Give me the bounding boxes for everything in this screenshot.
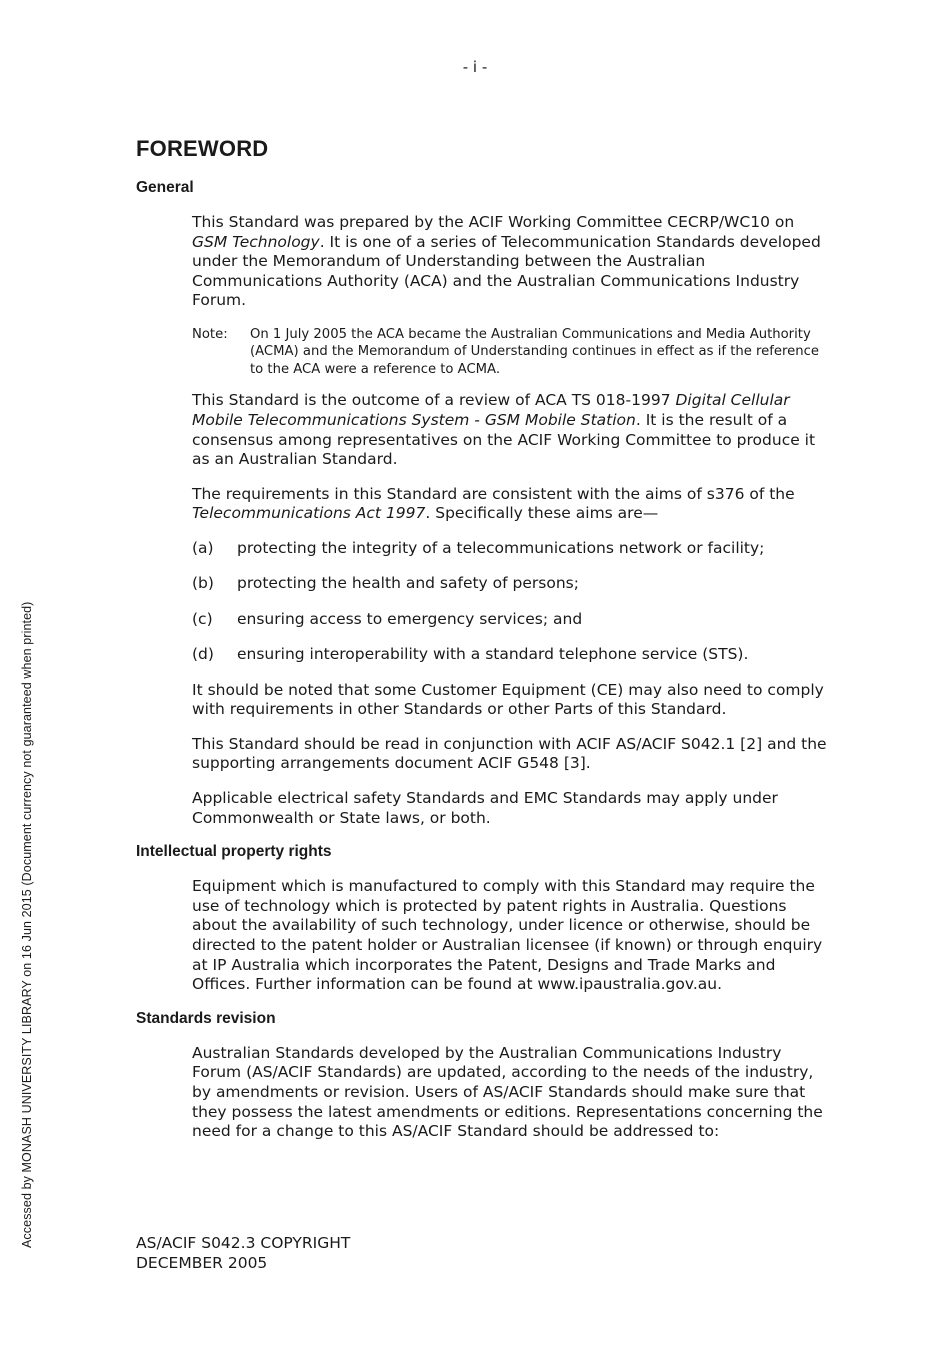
revision-section	[192, 1044, 832, 1142]
section-heading-revision: Standards revision	[136, 1009, 276, 1027]
page-title: FOREWORD	[136, 136, 269, 161]
list-item: (d) ensuring interoperability with a standard telephone service (STS).	[192, 645, 749, 664]
note-label: Note:	[192, 326, 228, 342]
page-footer	[136, 1234, 350, 1273]
revision-paragraph: Australian Standards developed by the Australian Communications Industry Forum (AS/ACIF Standards) are updated, according to the needs of the industry, by amendments or revision. Users of AS/ACIF Standards should make sure that they possess the latest amendments or editions. Representations concerning the need for a change to this AS/ACIF Standard should be addressed to:	[192, 1043, 823, 1141]
note-text: On 1 July 2005 the ACA became the Australian Communications and Media Authority (ACMA) and the Memorandum of Understanding continues in effect as if the reference to the ACA were a reference to ACMA.	[250, 326, 819, 377]
note	[192, 326, 832, 379]
general-section	[192, 213, 832, 828]
footer-copyright: AS/ACIF S042.3 COPYRIGHT	[136, 1234, 351, 1252]
general-paragraph-2: This Standard is the outcome of a review of ACA TS 018-1997 Digital Cellular Mobile Telecommunications System - GSM Mobile Station. It is the result of a consensus among representatives on the ACIF Working Committee to produce it as an Australian Standard.	[192, 391, 816, 469]
general-paragraph-3: The requirements in this Standard are consistent with the aims of s376 of the Telecommunications Act 1997. Specifically these aims are—	[192, 484, 795, 523]
general-paragraph-1: This Standard was prepared by the ACIF Working Committee CECRP/WC10 on GSM Technology. It is one of a series of Telecommunication Standards developed under the Memorandum of Understanding between the Australian Communications Authority (ACA) and the Australian Communications Industry Forum.	[192, 213, 821, 310]
section-heading-general: General	[136, 179, 194, 196]
access-watermark: Accessed by MONASH UNIVERSITY LIBRARY on 16 Jun 2015 (Document currency not guaranteed when printed)	[20, 601, 34, 1248]
document-body	[136, 136, 836, 1157]
aims-list	[192, 539, 832, 665]
general-paragraph-6: Applicable electrical safety Standards and EMC Standards may apply under Commonwealth or State laws, or both.	[192, 788, 778, 827]
page-number: - i -	[462, 58, 488, 76]
section-heading-ip: Intellectual property rights	[136, 843, 332, 861]
ip-section	[192, 877, 832, 995]
list-item: (a) protecting the integrity of a telecommunications network or facility;	[192, 539, 765, 558]
general-paragraph-4: It should be noted that some Customer Equipment (CE) may also need to comply with requirements in other Standards or other Parts of this Standard.	[192, 680, 824, 719]
general-paragraph-5: This Standard should be read in conjunction with ACIF AS/ACIF S042.1 [2] and the supporting arrangements document ACIF G548 [3].	[192, 734, 827, 773]
ip-paragraph: Equipment which is manufactured to comply with this Standard may require the use of technology which is protected by patent rights in Australia. Questions about the availability of such technology, under licence or otherwise, should be directed to the patent holder or Australian licensee (if known) or through enquiry at IP Australia which incorporates the Patent, Designs and Trade Marks and Offices. Further information can be found at www.ipaustralia.gov.au.	[192, 877, 823, 994]
footer-date: DECEMBER 2005	[136, 1253, 268, 1272]
list-item: (c) ensuring access to emergency services; and	[192, 609, 583, 628]
list-item: (b) protecting the health and safety of persons;	[192, 574, 579, 593]
